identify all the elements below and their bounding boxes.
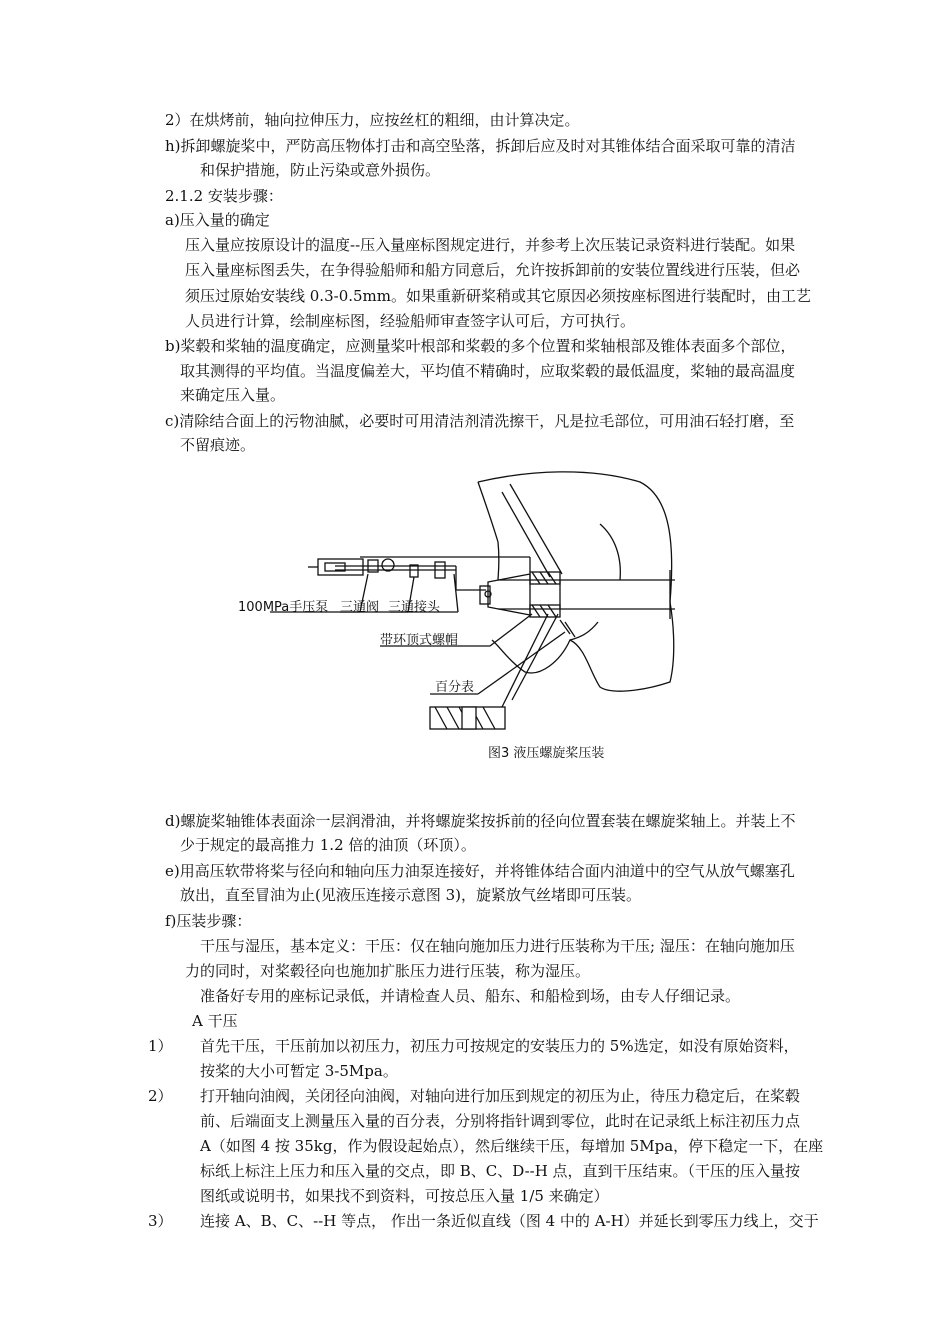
tee-valve-label: 三通阀 [340,600,380,615]
step-line: A（如图 4 按 35kg，作为假设起始点），然后继续干压，每增加 5Mpa，停下稳定一下，在座 [200,1137,824,1155]
text-line: 压入量应按原设计的温度--压入量座标图规定进行，并参考上次压装记录资料进行装配。如果 [185,236,796,254]
figure-caption: 图3 液压螺旋桨压装 [488,746,605,761]
text-line: 准备好专用的座标记录低，并请检查人员、船东、和船检到场，由专人仔细记录。 [200,987,741,1005]
text-line: 取其测得的平均值。当温度偏差大，平均值不精确时，应取桨毂的最低温度，桨轴的最高温度 [180,362,796,380]
section-heading: 2.1.2 安装步骤： [165,187,283,205]
step-number: 2） [148,1087,173,1105]
propeller-press-figure [230,462,690,772]
figure-drawing [230,462,690,772]
step-line: 按桨的大小可暂定 3-5Mpa。 [200,1062,398,1080]
step-line: 前、后端面支上测量压入量的百分表，分别将指针调到零位，此时在记录纸上标注初压力点 [200,1112,801,1130]
text-line: 须压过原始安装线 0.3-0.5mm。如果重新研桨稍或其它原因必须按座标图进行装配时，由工艺 [185,287,811,305]
text-line: b)桨毂和桨轴的温度确定，应测量桨叶根部和桨毂的多个位置和桨轴根部及锥体表面多个部位， [165,337,796,355]
subsection-heading: A 干压 [192,1012,238,1030]
text-line: 压入量座标图丢失，在争得验船师和船方同意后，允许按拆卸前的安装位置线进行压装，但必 [185,261,801,279]
text-line: d)螺旋桨轴锥体表面涂一层润滑油，并将螺旋桨按拆前的径向位置套装在螺旋桨轴上。并装上不 [165,812,796,830]
text-line: 不留痕迹。 [180,436,256,454]
text-line: 力的同时，对桨毂径向也施加扩胀压力进行压装，称为湿压。 [185,962,591,980]
nut-label: 带环顶式螺帽 [380,633,459,648]
text-line: a)压入量的确定 [165,211,270,229]
text-line: 和保护措施，防止污染或意外损伤。 [200,161,441,179]
text-line: f)压装步骤： [165,912,252,930]
step-line: 打开轴向油阀，关闭径向油阀，对轴向进行加压到规定的初压为止，待压力稳定后，在桨毂 [200,1087,801,1105]
text-line: 2）在烘烤前，轴向拉伸压力，应按丝杠的粗细，由计算决定。 [165,111,580,129]
step-line: 图纸或说明书，如果找不到资料，可按总压入量 1/5 来确定） [200,1187,609,1205]
text-line: h)拆卸螺旋桨中，严防高压物体打击和高空坠落，拆卸后应及时对其锥体结合面采取可靠的清洁 [165,137,796,155]
text-line: 来确定压入量。 [180,386,286,404]
text-line: 人员进行计算，绘制座标图，经验船师审查签字认可后，方可执行。 [185,312,636,330]
pump-label: 100MPa手压泵 [238,600,329,615]
step-number: 1） [148,1037,173,1055]
step-number: 3） [148,1212,173,1230]
text-line: c)清除结合面上的污物油腻，必要时可用清洁剂清洗擦干，凡是拉毛部位，可用油石轻打磨，至 [165,412,795,430]
text-line: 干压与湿压，基本定义：干压：仅在轴向施加压力进行压装称为干压; 湿压：在轴向施加压 [200,937,795,955]
text-line: e)用高压软带将桨与径向和轴向压力油泵连接好，并将锥体结合面内油道中的空气从放气螺塞孔 [165,862,795,880]
text-line: 放出，直至冒油为止(见液压连接示意图 3)，旋紧放气丝堵即可压装。 [180,886,642,904]
dial-indicator-label: 百分表 [435,680,475,695]
step-line: 首先干压，干压前加以初压力，初压力可按规定的安装压力的 5%选定，如没有原始资料， [200,1037,799,1055]
text-line: 少于规定的最高推力 1.2 倍的油顶（环顶）。 [180,836,476,854]
step-line: 连接 A、B、C、--H 等点， 作出一条近似直线（图 4 中的 A-H）并延长到零压力线上，交于 [200,1212,819,1230]
step-line: 标纸上标注上压力和压入量的交点，即 B、C、D--H 点，直到干压结束。（干压的压入量按 [200,1162,801,1180]
tee-joint-label: 三通接头 [388,600,441,615]
